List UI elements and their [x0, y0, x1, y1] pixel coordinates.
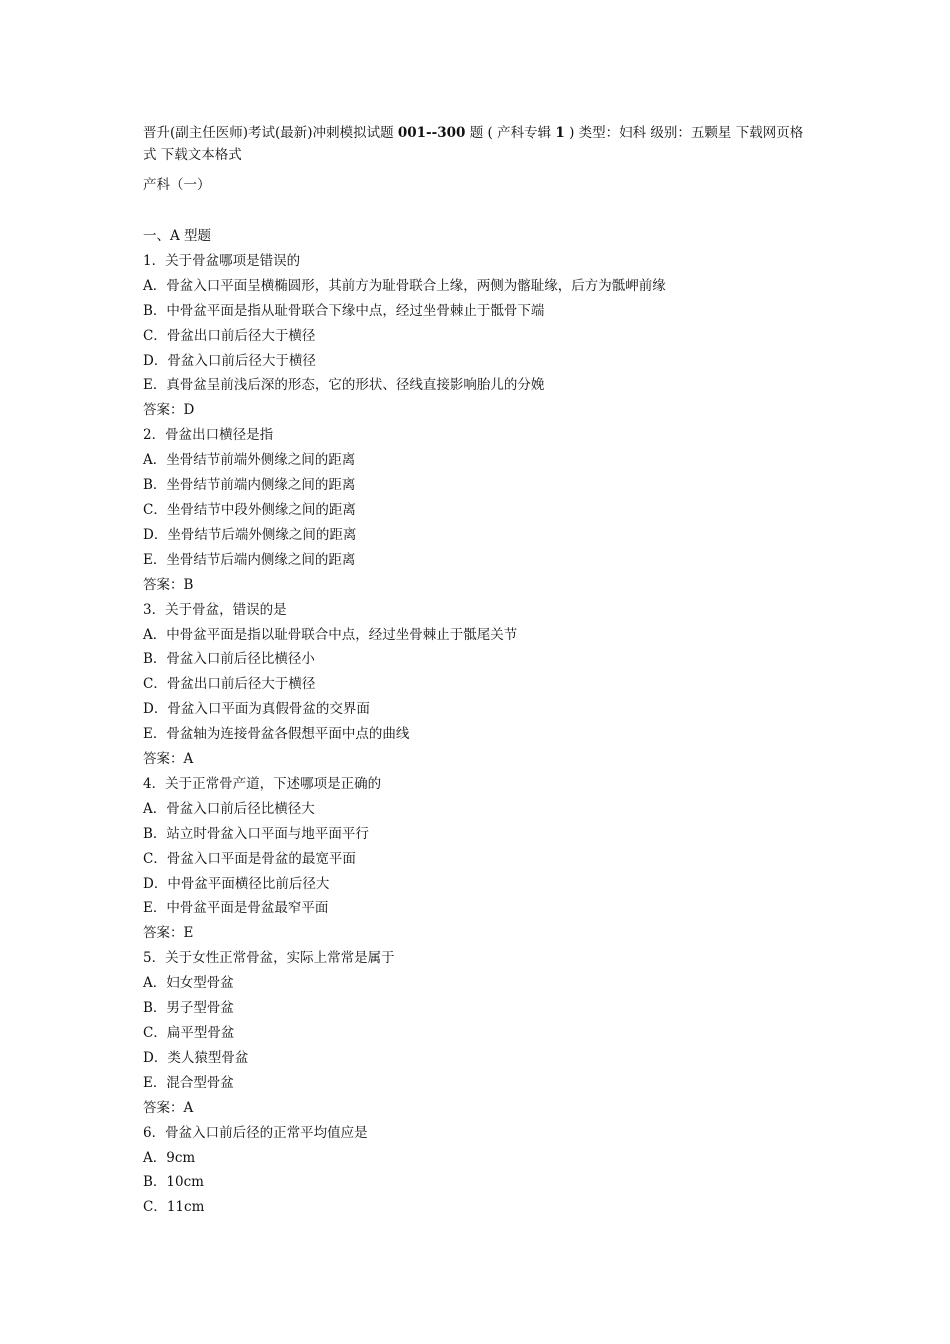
option-text: 类人猿型骨盆: [167, 1049, 249, 1066]
question-2: [143, 423, 813, 597]
option-letter: D．: [143, 701, 168, 718]
option-a: [143, 448, 813, 473]
header-volume: 1: [555, 125, 565, 141]
option-e: [143, 896, 813, 921]
option-letter: A．: [143, 452, 167, 469]
option-text: 骨盆轴为连接骨盆各假想平面中点的曲线: [166, 726, 410, 743]
document-subtitle: 产科（一）: [143, 177, 211, 193]
option-e: [143, 1071, 813, 1096]
option-letter: B．: [143, 1000, 167, 1017]
option-d: [143, 872, 813, 897]
option-a: [143, 797, 813, 822]
option-text: 坐骨结节后端内侧缘之间的距离: [166, 551, 356, 568]
option-a: [143, 1146, 813, 1171]
question-3: [143, 598, 813, 772]
option-letter: C．: [143, 327, 167, 344]
question-1: [143, 249, 813, 423]
option-letter: E．: [143, 551, 167, 568]
option-letter: A．: [143, 277, 167, 294]
option-text: 中骨盆平面横径比前后径大: [167, 875, 330, 892]
question-5: [143, 946, 813, 1120]
option-a: [143, 274, 813, 299]
option-e: [143, 373, 813, 398]
option-letter: B．: [143, 1174, 167, 1191]
option-text: 混合型骨盆: [166, 1074, 234, 1091]
option-c: [143, 847, 813, 872]
option-text: 骨盆出口前后径大于横径: [166, 327, 316, 344]
option-c: [143, 1021, 813, 1046]
answer-line: 答案：E: [143, 925, 194, 942]
option-letter: B．: [143, 825, 167, 842]
option-letter: E．: [143, 377, 167, 394]
option-text: 骨盆入口平面为真假骨盆的交界面: [167, 701, 370, 718]
section-title: 一、A 型题: [143, 228, 212, 244]
option-b: [143, 473, 813, 498]
answer-line: 答案：D: [143, 402, 195, 419]
option-letter: D．: [143, 875, 168, 892]
question-stem: 5．关于女性正常骨盆，实际上常常是属于: [143, 950, 395, 967]
header-text-2: 题 ( 产科专辑: [465, 125, 556, 141]
option-b: [143, 1170, 813, 1195]
option-text: 骨盆出口前后径大于横径: [166, 676, 316, 693]
option-text: 10cm: [166, 1174, 204, 1191]
option-c: [143, 324, 813, 349]
question-stem: 2．骨盆出口横径是指: [143, 427, 274, 444]
header-text-1: 晋升(副主任医师)考试(最新)冲刺模拟试题: [143, 125, 398, 141]
option-letter: C．: [143, 676, 167, 693]
question-stem: 4．关于正常骨产道，下述哪项是正确的: [143, 775, 382, 792]
option-a: [143, 623, 813, 648]
option-text: 骨盆入口前后径比横径小: [166, 651, 315, 668]
document-page: [143, 122, 813, 1220]
option-d: [143, 349, 813, 374]
question-stem: 3．关于骨盆，错误的是: [143, 601, 287, 618]
question-6: [143, 1121, 813, 1221]
option-letter: D．: [143, 526, 168, 543]
option-letter: A．: [143, 626, 167, 643]
option-text: 骨盆入口前后径比横径大: [166, 800, 315, 817]
option-c: [143, 672, 813, 697]
document-header: [143, 122, 813, 166]
option-letter: E．: [143, 1074, 167, 1091]
option-text: 坐骨结节前端外侧缘之间的距离: [166, 452, 356, 469]
header-text-3: ) 类型：妇科 级别：五颗星 下载网页格式 下载文本格式: [143, 125, 804, 163]
option-text: 骨盆入口平面呈横椭圆形，其前方为耻骨联合上缘，两侧为髂耻缘，后方为骶岬前缘: [166, 277, 666, 294]
option-d: [143, 697, 813, 722]
question-list: [143, 249, 813, 1220]
option-b: [143, 299, 813, 324]
option-text: 妇女型骨盆: [166, 975, 234, 992]
option-d: [143, 523, 813, 548]
option-b: [143, 996, 813, 1021]
question-4: [143, 772, 813, 946]
option-letter: D．: [143, 352, 168, 369]
answer-line: 答案：B: [143, 576, 194, 593]
option-letter: B．: [143, 651, 167, 668]
option-text: 骨盆入口平面是骨盆的最宽平面: [166, 850, 356, 867]
answer-line: 答案：A: [143, 751, 194, 768]
option-letter: A．: [143, 975, 167, 992]
option-text: 坐骨结节中段外侧缘之间的距离: [166, 501, 356, 518]
option-letter: C．: [143, 1025, 167, 1041]
option-letter: E．: [143, 900, 167, 917]
option-letter: B．: [143, 302, 167, 319]
option-text: 中骨盆平面是骨盆最窄平面: [166, 900, 329, 917]
option-text: 站立时骨盆入口平面与地平面平行: [166, 825, 369, 842]
option-text: 中骨盆平面是指从耻骨联合下缘中点，经过坐骨棘止于骶骨下端: [166, 302, 545, 319]
option-text: 9cm: [166, 1149, 196, 1166]
option-text: 11cm: [166, 1199, 205, 1216]
header-range: 001--300: [397, 125, 466, 141]
option-text: 男子型骨盆: [166, 1000, 234, 1017]
option-text: 真骨盆呈前浅后深的形态，它的形状、径线直接影响胎儿的分娩: [166, 377, 545, 394]
option-letter: A．: [143, 800, 167, 817]
option-e: [143, 548, 813, 573]
option-letter: B．: [143, 477, 167, 494]
question-stem: 1．关于骨盆哪项是错误的: [143, 252, 301, 269]
option-b: [143, 647, 813, 672]
option-text: 骨盆入口前后径大于横径: [167, 352, 316, 369]
option-c: [143, 498, 813, 523]
question-stem: 6．骨盆入口前后径的正常平均值应是: [143, 1124, 368, 1141]
option-text: 坐骨结节前端内侧缘之间的距离: [166, 477, 356, 494]
option-text: 中骨盆平面是指以耻骨联合中点，经过坐骨棘止于骶尾关节: [166, 626, 518, 643]
option-letter: C．: [143, 501, 167, 518]
option-c: [143, 1195, 813, 1220]
option-text: 坐骨结节后端外侧缘之间的距离: [167, 526, 357, 543]
option-d: [143, 1046, 813, 1071]
option-e: [143, 722, 813, 747]
option-a: [143, 971, 813, 996]
option-letter: C．: [143, 1199, 167, 1216]
option-letter: E．: [143, 726, 167, 743]
option-text: 扁平型骨盆: [166, 1025, 235, 1041]
option-b: [143, 822, 813, 847]
option-letter: D．: [143, 1049, 168, 1066]
option-letter: C．: [143, 850, 167, 867]
option-letter: A．: [143, 1149, 167, 1166]
answer-line: 答案：A: [143, 1099, 194, 1116]
blank-spacer: [143, 196, 813, 224]
